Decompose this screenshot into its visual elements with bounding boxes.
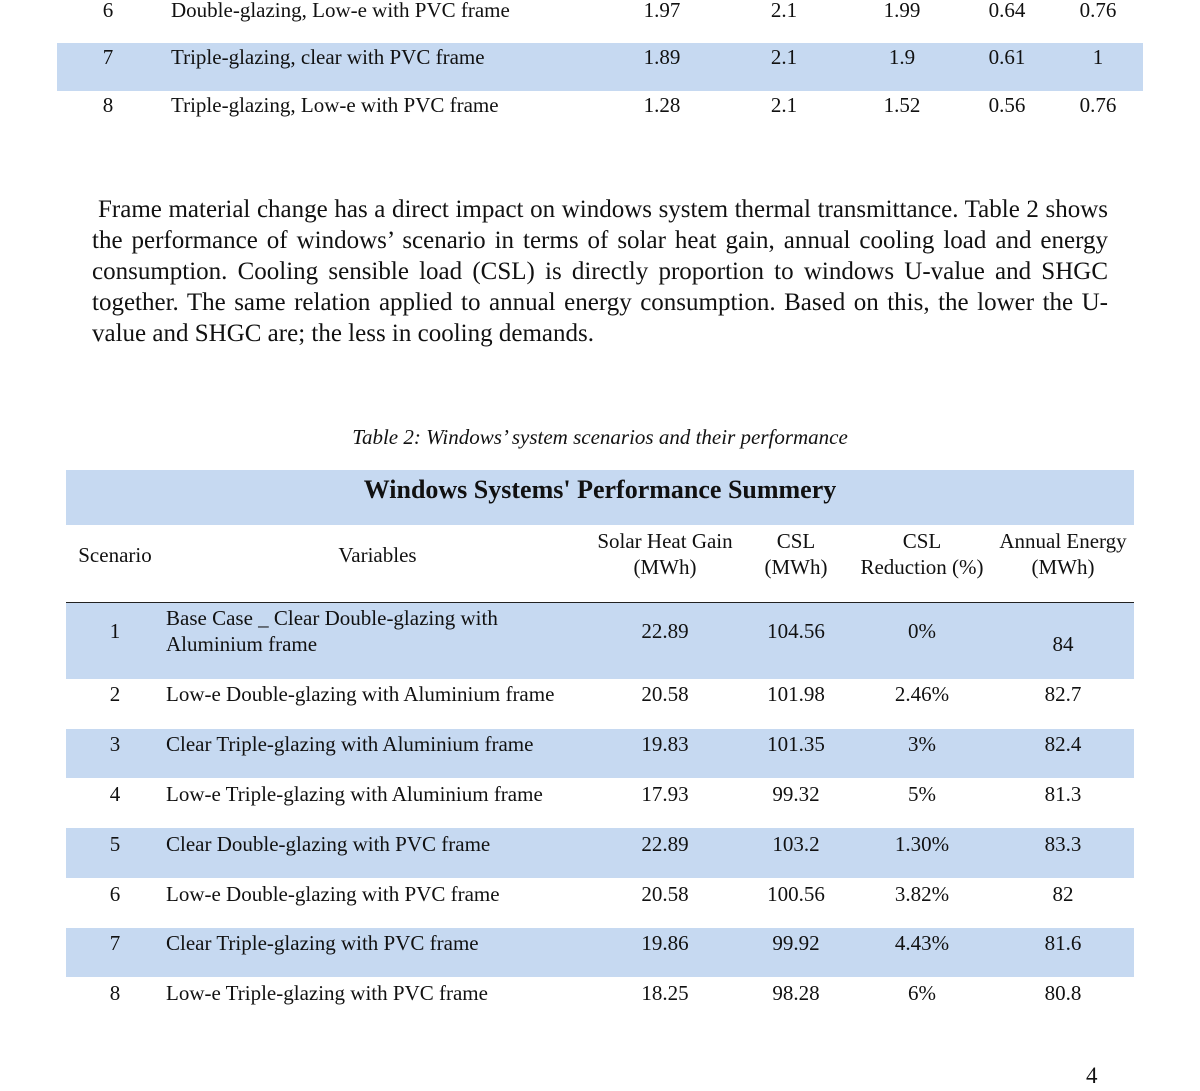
scenario-number: 2: [109, 682, 121, 706]
scenario-number: 8: [102, 93, 114, 117]
csl-reduction-value: 5%: [908, 782, 936, 806]
header-csl: [750, 528, 842, 580]
scenario-variables-line: Base Case _ Clear Double-glazing with: [166, 606, 498, 630]
solar-heat-gain-value: 20.58: [641, 882, 689, 906]
value-cell: 0.76: [1079, 93, 1117, 117]
header-line: CSL: [776, 529, 816, 553]
scenario-number: 3: [109, 732, 121, 756]
solar-heat-gain-value: 19.83: [641, 732, 689, 756]
header-line: Solar Heat Gain: [597, 529, 733, 553]
value-cell: 2.1: [770, 0, 798, 22]
header-line: (MWh): [633, 555, 697, 579]
header-line: Annual Energy: [999, 529, 1127, 553]
solar-heat-gain-value: 19.86: [641, 931, 689, 955]
annual-energy-value: 82.7: [1044, 682, 1082, 706]
value-cell: 2.1: [770, 93, 798, 117]
table-caption: Table 2: Windows’ system scenarios and their performance: [352, 425, 848, 449]
table-row: [66, 603, 1134, 679]
header-scenario: Scenario: [78, 543, 152, 567]
scenario-variables: Low-e Triple-glazing with Aluminium frame: [166, 782, 543, 806]
annual-energy-value: 82: [1052, 882, 1074, 906]
annual-energy-value: 81.6: [1044, 931, 1082, 955]
csl-reduction-value: 2.46%: [894, 682, 950, 706]
csl-reduction-value: 4.43%: [894, 931, 950, 955]
csl-reduction-value: 6%: [908, 981, 936, 1005]
header-annual-energy: [996, 528, 1130, 580]
value-cell: 0.64: [988, 0, 1026, 22]
solar-heat-gain-value: 22.89: [641, 619, 689, 643]
scenario-variables: Double-glazing, Low-e with PVC frame: [171, 0, 510, 22]
header-line: Reduction (%): [860, 555, 984, 579]
csl-value: 103.2: [772, 832, 820, 856]
table-row: [66, 928, 1134, 977]
solar-heat-gain-value: 22.89: [641, 832, 689, 856]
table-row: [57, 91, 1143, 139]
scenario-variables: Low-e Double-glazing with PVC frame: [166, 882, 500, 906]
table-row: [66, 729, 1134, 778]
csl-value: 98.28: [772, 981, 820, 1005]
scenario-variables-line: Aluminium frame: [166, 632, 318, 656]
scenario-number: 7: [102, 45, 114, 69]
header-line: CSL: [902, 529, 942, 553]
csl-reduction-value: 1.30%: [894, 832, 950, 856]
scenario-variables: Low-e Triple-glazing with PVC frame: [166, 981, 488, 1005]
csl-value: 99.92: [772, 931, 820, 955]
table-row: [66, 977, 1134, 1027]
table-header: [66, 525, 1134, 602]
csl-value: 104.56: [767, 619, 825, 643]
annual-energy-value: 80.8: [1044, 981, 1082, 1005]
annual-energy-value: 84: [1052, 632, 1074, 656]
scenario-number: 7: [109, 931, 121, 955]
table-title: Windows Systems' Performance Summery: [66, 470, 1134, 525]
table-row: [66, 878, 1134, 928]
scenario-number: 6: [109, 882, 121, 906]
solar-heat-gain-value: 20.58: [641, 682, 689, 706]
solar-heat-gain-value: 18.25: [641, 981, 689, 1005]
value-cell: 2.1: [770, 45, 798, 69]
header-csl-reduction: [848, 528, 996, 580]
scenario-variables: Low-e Double-glazing with Aluminium frame: [166, 682, 555, 706]
table-row: [57, 0, 1143, 48]
scenario-number: 4: [109, 782, 121, 806]
csl-reduction-value: 3.82%: [894, 882, 950, 906]
annual-energy-value: 81.3: [1044, 782, 1082, 806]
value-cell: 0.76: [1079, 0, 1117, 22]
solar-heat-gain-value: 17.93: [641, 782, 689, 806]
scenario-number: 5: [109, 832, 121, 856]
header-variables: Variables: [338, 543, 417, 567]
page-number: 4: [1086, 1063, 1098, 1088]
value-cell: 1.89: [643, 45, 681, 69]
value-cell: 1.9: [888, 45, 916, 69]
csl-value: 99.32: [772, 782, 820, 806]
csl-value: 101.35: [767, 732, 825, 756]
scenario-number: 1: [109, 619, 121, 643]
scenario-number: 8: [109, 981, 121, 1005]
header-line: (MWh): [1031, 555, 1095, 579]
table-row: [66, 778, 1134, 828]
annual-energy-value: 82.4: [1044, 732, 1082, 756]
value-cell: 0.61: [988, 45, 1026, 69]
scenario-variables: Clear Triple-glazing with Aluminium frame: [166, 732, 534, 756]
table-row: [66, 679, 1134, 729]
scenario-variables: Clear Double-glazing with PVC frame: [166, 832, 491, 856]
scenario-variables: Triple-glazing, clear with PVC frame: [171, 45, 485, 69]
csl-value: 101.98: [767, 682, 825, 706]
annual-energy-value: 83.3: [1044, 832, 1082, 856]
scenario-variables: Triple-glazing, Low-e with PVC frame: [171, 93, 499, 117]
csl-value: 100.56: [767, 882, 825, 906]
value-cell: 1.28: [643, 93, 681, 117]
csl-reduction-value: 3%: [908, 732, 936, 756]
body-paragraph: Frame material change has a direct impact on windows system thermal transmittance. Table 2 shows the performance of windows’ scenario in terms of solar heat gain, annual cooling load and energy consumption. Cooling sensible load (CSL) is directly proportion to windows U-value and SHGC together. The same relation applied to annual energy consumption. Based on this, the lower the U-value and SHGC are; the less in cooling demands.: [92, 196, 1108, 347]
table-row: [66, 828, 1134, 878]
csl-reduction-value: 0%: [908, 619, 936, 643]
header-solar-heat-gain: [586, 528, 744, 580]
value-cell: 1.99: [883, 0, 921, 22]
table-row: [57, 43, 1143, 91]
value-cell: 1: [1092, 45, 1104, 69]
scenario-number: 6: [102, 0, 114, 22]
header-line: (MWh): [764, 555, 828, 579]
value-cell: 1.97: [643, 0, 681, 22]
value-cell: 1.52: [883, 93, 921, 117]
value-cell: 0.56: [988, 93, 1026, 117]
scenario-variables: Clear Triple-glazing with PVC frame: [166, 931, 479, 955]
